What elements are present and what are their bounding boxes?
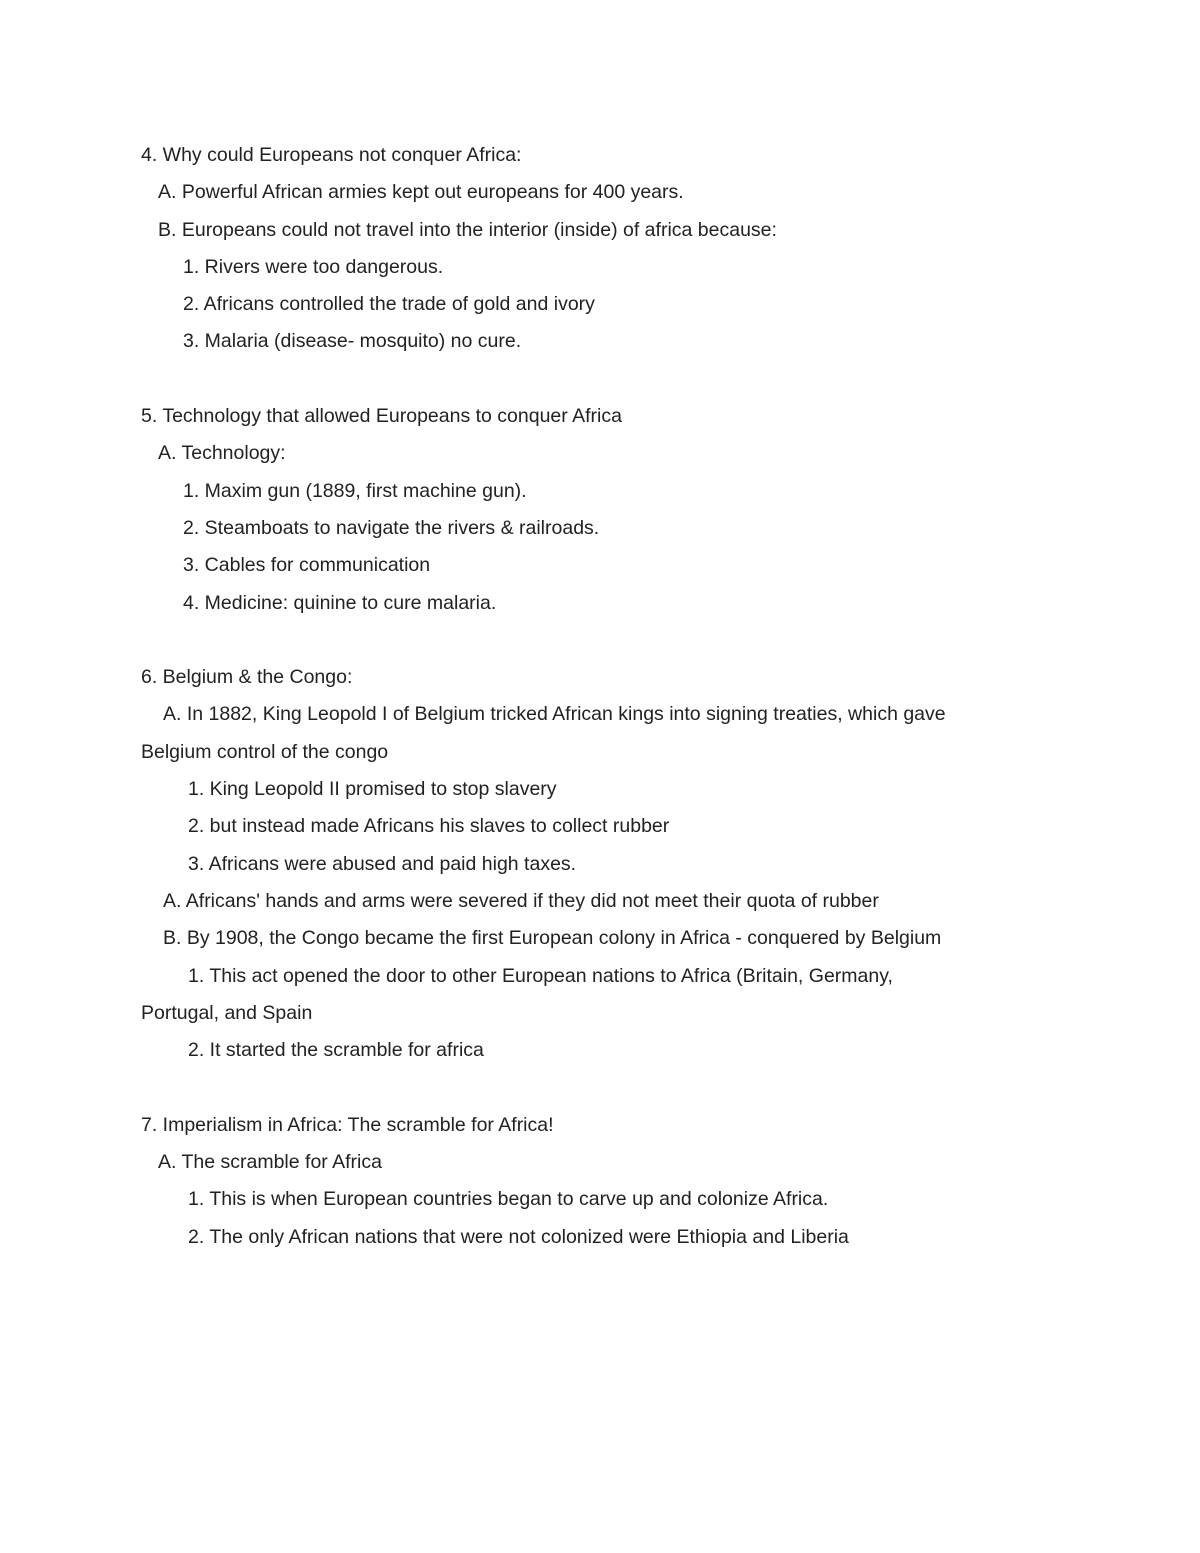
outline-subitem: 3. Malaria (disease- mosquito) no cure. bbox=[183, 330, 522, 353]
outline-subitem: 4. Medicine: quinine to cure malaria. bbox=[183, 591, 497, 614]
outline-subitem: 1. Rivers were too dangerous. bbox=[183, 255, 444, 278]
outline-subitem-continuation: Portugal, and Spain bbox=[141, 1001, 313, 1024]
section-heading: 6. Belgium & the Congo: bbox=[141, 666, 353, 689]
outline-item: A. Powerful African armies kept out europeans for 400 years. bbox=[158, 181, 684, 204]
outline-subitem: 1. King Leopold II promised to stop slavery bbox=[188, 778, 557, 801]
outline-subitem: 1. This is when European countries began to carve up and colonize Africa. bbox=[188, 1188, 829, 1211]
outline-subitem: 2. Steamboats to navigate the rivers & railroads. bbox=[183, 516, 600, 539]
outline-subitem: 3. Africans were abused and paid high taxes. bbox=[188, 852, 577, 875]
outline-item: A. In 1882, King Leopold I of Belgium tricked African kings into signing treaties, which gave bbox=[163, 703, 946, 726]
outline-subitem: 2. Africans controlled the trade of gold and ivory bbox=[183, 293, 595, 316]
spacer bbox=[141, 1069, 1061, 1106]
section-heading: 5. Technology that allowed Europeans to conquer Africa bbox=[141, 405, 622, 428]
section-heading: 7. Imperialism in Africa: The scramble for Africa! bbox=[141, 1113, 554, 1136]
notes-body bbox=[141, 137, 1061, 1256]
outline-subitem: 2. It started the scramble for africa bbox=[188, 1039, 484, 1062]
outline-item: A. The scramble for Africa bbox=[158, 1151, 382, 1174]
outline-subitem: 1. This act opened the door to other European nations to Africa (Britain, Germany, bbox=[188, 964, 893, 987]
outline-item: A. Africans' hands and arms were severed if they did not meet their quota of rubber bbox=[163, 889, 879, 912]
outline-item: A. Technology: bbox=[158, 442, 286, 465]
spacer bbox=[141, 361, 1061, 398]
outline-item: B. By 1908, the Congo became the first European colony in Africa - conquered by Belgium bbox=[163, 927, 942, 950]
outline-subitem: 2. but instead made Africans his slaves to collect rubber bbox=[188, 815, 670, 838]
section-heading: 4. Why could Europeans not conquer Africa: bbox=[141, 144, 522, 166]
outline-item-continuation: Belgium control of the congo bbox=[141, 740, 389, 763]
outline-subitem: 3. Cables for communication bbox=[183, 554, 431, 577]
outline-item: B. Europeans could not travel into the interior (inside) of africa because: bbox=[158, 218, 777, 241]
spacer bbox=[141, 622, 1061, 659]
outline-subitem: 2. The only African nations that were not colonized were Ethiopia and Liberia bbox=[188, 1225, 849, 1248]
outline-subitem: 1. Maxim gun (1889, first machine gun). bbox=[183, 479, 527, 502]
